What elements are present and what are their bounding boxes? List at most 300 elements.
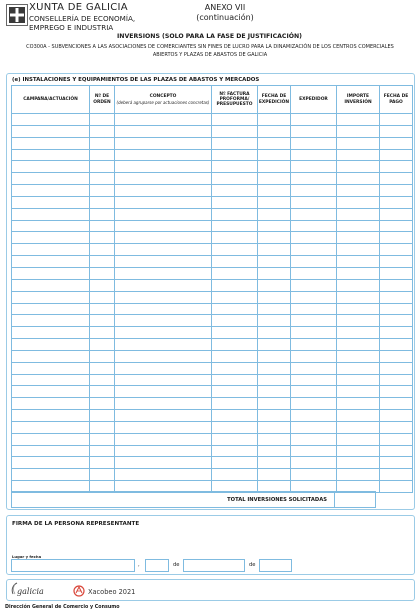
- table-cell[interactable]: [291, 256, 337, 268]
- table-cell[interactable]: [380, 433, 413, 445]
- table-cell[interactable]: [291, 196, 337, 208]
- table-cell[interactable]: [380, 185, 413, 197]
- table-cell[interactable]: [337, 232, 380, 244]
- table-cell[interactable]: [115, 161, 212, 173]
- table-cell[interactable]: [115, 457, 212, 469]
- table-cell[interactable]: [90, 256, 115, 268]
- table-cell[interactable]: [115, 244, 212, 256]
- table-cell[interactable]: [380, 362, 413, 374]
- table-cell[interactable]: [115, 208, 212, 220]
- table-cell[interactable]: [258, 256, 291, 268]
- table-cell[interactable]: [291, 114, 337, 126]
- table-cell[interactable]: [212, 469, 258, 481]
- table-cell[interactable]: [115, 339, 212, 351]
- table-cell[interactable]: [291, 279, 337, 291]
- directorate-name: Dirección General de Comercio y Consumo: [5, 605, 120, 610]
- table-cell[interactable]: [115, 350, 212, 362]
- year-field[interactable]: [259, 559, 292, 572]
- table-cell[interactable]: [380, 421, 413, 433]
- table-cell[interactable]: [12, 457, 90, 469]
- table-row: [12, 173, 413, 185]
- table-cell[interactable]: [258, 137, 291, 149]
- table-cell[interactable]: [258, 421, 291, 433]
- table-cell[interactable]: [212, 374, 258, 386]
- month-field[interactable]: [183, 559, 245, 572]
- table-cell[interactable]: [337, 114, 380, 126]
- table-cell[interactable]: [380, 114, 413, 126]
- table-cell[interactable]: [90, 114, 115, 126]
- table-cell[interactable]: [291, 327, 337, 339]
- table-cell[interactable]: [258, 303, 291, 315]
- table-cell[interactable]: [380, 149, 413, 161]
- table-cell[interactable]: [380, 161, 413, 173]
- table-cell[interactable]: [380, 374, 413, 386]
- table-cell[interactable]: [337, 137, 380, 149]
- table-cell[interactable]: [115, 256, 212, 268]
- table-cell[interactable]: [12, 362, 90, 374]
- table-cell[interactable]: [115, 291, 212, 303]
- table-cell[interactable]: [212, 421, 258, 433]
- table-cell[interactable]: [212, 256, 258, 268]
- table-cell[interactable]: [212, 208, 258, 220]
- table-cell[interactable]: [212, 445, 258, 457]
- table-row: [12, 327, 413, 339]
- table-cell[interactable]: [337, 173, 380, 185]
- table-cell[interactable]: [291, 398, 337, 410]
- table-cell[interactable]: [90, 267, 115, 279]
- table-cell[interactable]: [12, 232, 90, 244]
- table-cell[interactable]: [291, 362, 337, 374]
- total-label: TOTAL INVERSIONES SOLICITADAS: [227, 497, 327, 503]
- table-cell[interactable]: [12, 173, 90, 185]
- table-cell[interactable]: [337, 469, 380, 481]
- table-cell[interactable]: [212, 232, 258, 244]
- table-cell[interactable]: [12, 220, 90, 232]
- table-row: [12, 350, 413, 362]
- table-cell[interactable]: [90, 173, 115, 185]
- table-cell[interactable]: [212, 161, 258, 173]
- table-row: [12, 398, 413, 410]
- table-cell[interactable]: [12, 339, 90, 351]
- table-row: [12, 469, 413, 481]
- table-row: [12, 433, 413, 445]
- table-cell[interactable]: [337, 327, 380, 339]
- table-cell[interactable]: [115, 279, 212, 291]
- department-line-2: EMPREGO E INDUSTRIA: [29, 22, 114, 32]
- table-cell[interactable]: [90, 220, 115, 232]
- table-cell[interactable]: [258, 220, 291, 232]
- table-cell[interactable]: [258, 386, 291, 398]
- place-date-label: Lugar y fecha: [12, 554, 42, 559]
- table-cell[interactable]: [212, 350, 258, 362]
- table-cell[interactable]: [291, 173, 337, 185]
- annex-label: [180, 3, 270, 23]
- table-cell[interactable]: [380, 398, 413, 410]
- table-cell[interactable]: [337, 208, 380, 220]
- table-cell[interactable]: [380, 445, 413, 457]
- table-cell[interactable]: [258, 149, 291, 161]
- table-row: [12, 208, 413, 220]
- table-cell[interactable]: [90, 374, 115, 386]
- table-cell[interactable]: [12, 327, 90, 339]
- table-row: [12, 421, 413, 433]
- table-cell[interactable]: [212, 137, 258, 149]
- table-cell[interactable]: [291, 220, 337, 232]
- table-row: [12, 196, 413, 208]
- table-cell[interactable]: [115, 469, 212, 481]
- table-cell[interactable]: [212, 398, 258, 410]
- table-cell[interactable]: [337, 339, 380, 351]
- table-cell[interactable]: [258, 291, 291, 303]
- total-value-cell[interactable]: [334, 492, 377, 507]
- table-cell[interactable]: [115, 398, 212, 410]
- table-cell[interactable]: [12, 161, 90, 173]
- table-cell[interactable]: [115, 114, 212, 126]
- table-cell[interactable]: [90, 303, 115, 315]
- table-cell[interactable]: [115, 137, 212, 149]
- section-label: (e) INSTALACIONES Y EQUIPAMIENTOS DE LAS PLAZAS DE ABASTOS Y MERCADOS: [12, 77, 260, 83]
- table-cell[interactable]: [291, 185, 337, 197]
- xacobeo-logo: Xacobeo 2021: [88, 588, 136, 596]
- table-cell[interactable]: [291, 350, 337, 362]
- table-cell[interactable]: [291, 149, 337, 161]
- table-cell[interactable]: [380, 303, 413, 315]
- table-cell[interactable]: [212, 327, 258, 339]
- table-row: [12, 244, 413, 256]
- department-line-1: CONSELLERÍA DE ECONOMÍA,: [29, 14, 136, 23]
- table-cell[interactable]: [291, 244, 337, 256]
- table-cell[interactable]: [337, 350, 380, 362]
- table-cell[interactable]: [115, 445, 212, 457]
- table-cell[interactable]: [380, 350, 413, 362]
- table-cell[interactable]: [115, 196, 212, 208]
- table-cell[interactable]: [291, 161, 337, 173]
- table-cell[interactable]: [258, 362, 291, 374]
- table-row: [12, 291, 413, 303]
- table-row: [12, 232, 413, 244]
- table-cell[interactable]: [212, 410, 258, 422]
- table-cell[interactable]: [380, 410, 413, 422]
- table-cell[interactable]: [212, 291, 258, 303]
- subtitle-line-1: CO300A - SUBVENCIONES A LAS ASOCIACIONES DE COMERCIANTES SIN FINES DE LUCRO PARA LA DINAMIZACIÓN DE LOS CENTROS COMERCIALES: [26, 44, 394, 50]
- table-cell[interactable]: [90, 350, 115, 362]
- table-cell[interactable]: [115, 267, 212, 279]
- table-cell[interactable]: [12, 303, 90, 315]
- table-cell[interactable]: [212, 114, 258, 126]
- table-cell[interactable]: [337, 398, 380, 410]
- table-cell[interactable]: [291, 457, 337, 469]
- table-cell[interactable]: [90, 410, 115, 422]
- place-field[interactable]: [11, 559, 135, 572]
- table-cell[interactable]: [380, 208, 413, 220]
- table-cell[interactable]: [291, 339, 337, 351]
- table-cell[interactable]: [258, 398, 291, 410]
- table-cell[interactable]: [212, 244, 258, 256]
- table-cell[interactable]: [90, 279, 115, 291]
- table-cell[interactable]: [258, 339, 291, 351]
- table-cell[interactable]: [90, 315, 115, 327]
- table-cell[interactable]: [258, 279, 291, 291]
- table-cell[interactable]: [337, 303, 380, 315]
- table-cell[interactable]: [291, 421, 337, 433]
- investments-table: [11, 85, 413, 493]
- table-cell[interactable]: [12, 114, 90, 126]
- table-cell[interactable]: [90, 185, 115, 197]
- table-cell[interactable]: [90, 433, 115, 445]
- de-separator-1: de: [173, 562, 180, 568]
- table-cell[interactable]: [115, 220, 212, 232]
- table-cell[interactable]: [258, 327, 291, 339]
- table-cell[interactable]: [258, 244, 291, 256]
- table-cell[interactable]: [12, 137, 90, 149]
- table-cell[interactable]: [380, 481, 413, 493]
- subtitle-line-2: ABIERTOS Y PLAZAS DE ABASTOS DE GALICIA: [152, 51, 268, 58]
- table-cell[interactable]: [90, 457, 115, 469]
- table-cell[interactable]: [90, 161, 115, 173]
- table-row: [12, 410, 413, 422]
- table-row: [12, 220, 413, 232]
- table-cell[interactable]: [115, 232, 212, 244]
- table-row: [12, 185, 413, 197]
- table-cell[interactable]: [380, 173, 413, 185]
- table-cell[interactable]: [291, 386, 337, 398]
- table-cell[interactable]: [291, 433, 337, 445]
- table-cell[interactable]: [337, 410, 380, 422]
- table-cell[interactable]: [380, 279, 413, 291]
- table-cell[interactable]: [115, 303, 212, 315]
- table-cell[interactable]: [212, 315, 258, 327]
- table-cell[interactable]: [380, 386, 413, 398]
- table-cell[interactable]: [90, 244, 115, 256]
- table-cell[interactable]: [90, 445, 115, 457]
- table-cell[interactable]: [337, 362, 380, 374]
- table-cell[interactable]: [115, 410, 212, 422]
- table-cell[interactable]: [90, 291, 115, 303]
- table-cell[interactable]: [90, 339, 115, 351]
- table-cell[interactable]: [258, 125, 291, 137]
- signature-panel: [6, 515, 415, 575]
- table-cell[interactable]: [212, 457, 258, 469]
- table-cell[interactable]: [337, 279, 380, 291]
- table-cell[interactable]: [12, 149, 90, 161]
- table-cell[interactable]: [212, 386, 258, 398]
- table-cell[interactable]: [12, 469, 90, 481]
- table-cell[interactable]: [12, 374, 90, 386]
- table-cell[interactable]: [12, 196, 90, 208]
- table-cell[interactable]: [90, 125, 115, 137]
- table-cell[interactable]: [337, 291, 380, 303]
- table-cell[interactable]: [380, 232, 413, 244]
- table-cell[interactable]: [212, 433, 258, 445]
- investments-table-panel: [6, 73, 415, 510]
- table-cell[interactable]: [115, 315, 212, 327]
- table-cell[interactable]: [291, 315, 337, 327]
- table-cell[interactable]: [90, 149, 115, 161]
- table-cell[interactable]: [258, 315, 291, 327]
- total-row: [11, 491, 376, 508]
- table-cell[interactable]: [337, 125, 380, 137]
- table-cell[interactable]: [12, 445, 90, 457]
- table-cell[interactable]: [115, 125, 212, 137]
- table-cell[interactable]: [337, 267, 380, 279]
- table-row: [12, 279, 413, 291]
- table-cell[interactable]: [258, 410, 291, 422]
- table-cell[interactable]: [337, 220, 380, 232]
- table-cell[interactable]: [12, 244, 90, 256]
- table-cell[interactable]: [291, 469, 337, 481]
- table-cell[interactable]: [12, 315, 90, 327]
- table-cell[interactable]: [212, 339, 258, 351]
- table-cell[interactable]: [337, 244, 380, 256]
- table-cell[interactable]: [291, 137, 337, 149]
- table-cell[interactable]: [12, 421, 90, 433]
- table-cell[interactable]: [115, 185, 212, 197]
- brand-name: XUNTA DE GALICIA: [29, 2, 128, 13]
- table-cell[interactable]: [380, 137, 413, 149]
- table-cell[interactable]: [212, 185, 258, 197]
- table-cell[interactable]: [337, 433, 380, 445]
- table-cell[interactable]: [258, 232, 291, 244]
- table-cell[interactable]: [12, 410, 90, 422]
- table-cell[interactable]: [337, 196, 380, 208]
- table-cell[interactable]: [380, 291, 413, 303]
- table-cell[interactable]: [380, 256, 413, 268]
- table-cell[interactable]: [258, 433, 291, 445]
- table-cell[interactable]: [380, 267, 413, 279]
- table-cell[interactable]: [212, 173, 258, 185]
- column-header: CONCEPTO (deberá agruparse por actuaciones concretas): [115, 86, 212, 114]
- table-cell[interactable]: [12, 433, 90, 445]
- document-subtitle: [14, 44, 406, 59]
- table-cell[interactable]: [212, 362, 258, 374]
- table-cell[interactable]: [12, 267, 90, 279]
- day-field[interactable]: [145, 559, 169, 572]
- table-cell[interactable]: [115, 173, 212, 185]
- table-cell[interactable]: [12, 386, 90, 398]
- table-cell[interactable]: [291, 303, 337, 315]
- table-cell[interactable]: [291, 410, 337, 422]
- table-cell[interactable]: [12, 398, 90, 410]
- xacobeo-shell-icon: [73, 585, 85, 597]
- table-cell[interactable]: [115, 327, 212, 339]
- table-cell[interactable]: [258, 469, 291, 481]
- table-cell[interactable]: [12, 291, 90, 303]
- table-cell[interactable]: [258, 185, 291, 197]
- table-cell[interactable]: [291, 125, 337, 137]
- table-cell[interactable]: [337, 256, 380, 268]
- table-cell[interactable]: [12, 185, 90, 197]
- table-cell[interactable]: [115, 362, 212, 374]
- table-cell[interactable]: [12, 256, 90, 268]
- table-cell[interactable]: [337, 315, 380, 327]
- table-cell[interactable]: [337, 161, 380, 173]
- table-row: [12, 137, 413, 149]
- table-row: [12, 149, 413, 161]
- table-cell[interactable]: [337, 185, 380, 197]
- table-cell[interactable]: [90, 362, 115, 374]
- table-cell[interactable]: [212, 303, 258, 315]
- table-cell[interactable]: [337, 374, 380, 386]
- table-cell[interactable]: [380, 196, 413, 208]
- table-cell[interactable]: [212, 125, 258, 137]
- table-cell[interactable]: [380, 315, 413, 327]
- table-cell[interactable]: [115, 433, 212, 445]
- table-cell[interactable]: [212, 196, 258, 208]
- table-cell[interactable]: [90, 196, 115, 208]
- table-cell[interactable]: [212, 279, 258, 291]
- table-cell[interactable]: [380, 327, 413, 339]
- table-cell[interactable]: [115, 149, 212, 161]
- table-cell[interactable]: [258, 114, 291, 126]
- table-cell[interactable]: [258, 350, 291, 362]
- table-cell[interactable]: [258, 445, 291, 457]
- annex-line-1: ANEXO VII: [204, 3, 246, 12]
- table-cell[interactable]: [115, 374, 212, 386]
- table-row: [12, 161, 413, 173]
- table-cell[interactable]: [90, 386, 115, 398]
- table-cell[interactable]: [115, 421, 212, 433]
- table-cell[interactable]: [291, 267, 337, 279]
- table-cell[interactable]: [380, 125, 413, 137]
- table-cell[interactable]: [90, 398, 115, 410]
- table-row: [12, 256, 413, 268]
- table-cell[interactable]: [115, 386, 212, 398]
- table-cell[interactable]: [90, 208, 115, 220]
- footer-logos: [6, 579, 415, 601]
- table-cell[interactable]: [12, 350, 90, 362]
- comma-separator: ,: [138, 562, 140, 568]
- table-cell[interactable]: [258, 173, 291, 185]
- table-cell[interactable]: [90, 137, 115, 149]
- table-cell[interactable]: [212, 267, 258, 279]
- table-cell[interactable]: [12, 208, 90, 220]
- table-cell[interactable]: [380, 244, 413, 256]
- table-cell[interactable]: [212, 220, 258, 232]
- table-cell[interactable]: [258, 267, 291, 279]
- table-cell[interactable]: [380, 220, 413, 232]
- table-cell[interactable]: [337, 457, 380, 469]
- table-cell[interactable]: [212, 149, 258, 161]
- table-cell[interactable]: [380, 457, 413, 469]
- table-cell[interactable]: [12, 279, 90, 291]
- table-cell[interactable]: [90, 469, 115, 481]
- table-cell[interactable]: [90, 421, 115, 433]
- column-header: FECHA DE EXPEDICIÓN: [258, 86, 291, 114]
- table-cell[interactable]: [291, 291, 337, 303]
- table-cell[interactable]: [337, 421, 380, 433]
- table-cell[interactable]: [258, 457, 291, 469]
- table-cell[interactable]: [258, 208, 291, 220]
- table-cell[interactable]: [337, 445, 380, 457]
- table-cell[interactable]: [12, 125, 90, 137]
- table-cell[interactable]: [337, 386, 380, 398]
- table-cell[interactable]: [380, 469, 413, 481]
- table-cell[interactable]: [291, 232, 337, 244]
- table-cell[interactable]: [380, 339, 413, 351]
- table-cell[interactable]: [291, 208, 337, 220]
- table-cell[interactable]: [258, 196, 291, 208]
- table-cell[interactable]: [291, 374, 337, 386]
- table-row: [12, 114, 413, 126]
- table-cell[interactable]: [258, 161, 291, 173]
- table-cell[interactable]: [258, 374, 291, 386]
- table-cell[interactable]: [90, 232, 115, 244]
- table-cell[interactable]: [337, 149, 380, 161]
- column-header: EXPEDIDOR: [291, 86, 337, 114]
- table-cell[interactable]: [291, 445, 337, 457]
- table-row: [12, 267, 413, 279]
- table-cell[interactable]: [90, 327, 115, 339]
